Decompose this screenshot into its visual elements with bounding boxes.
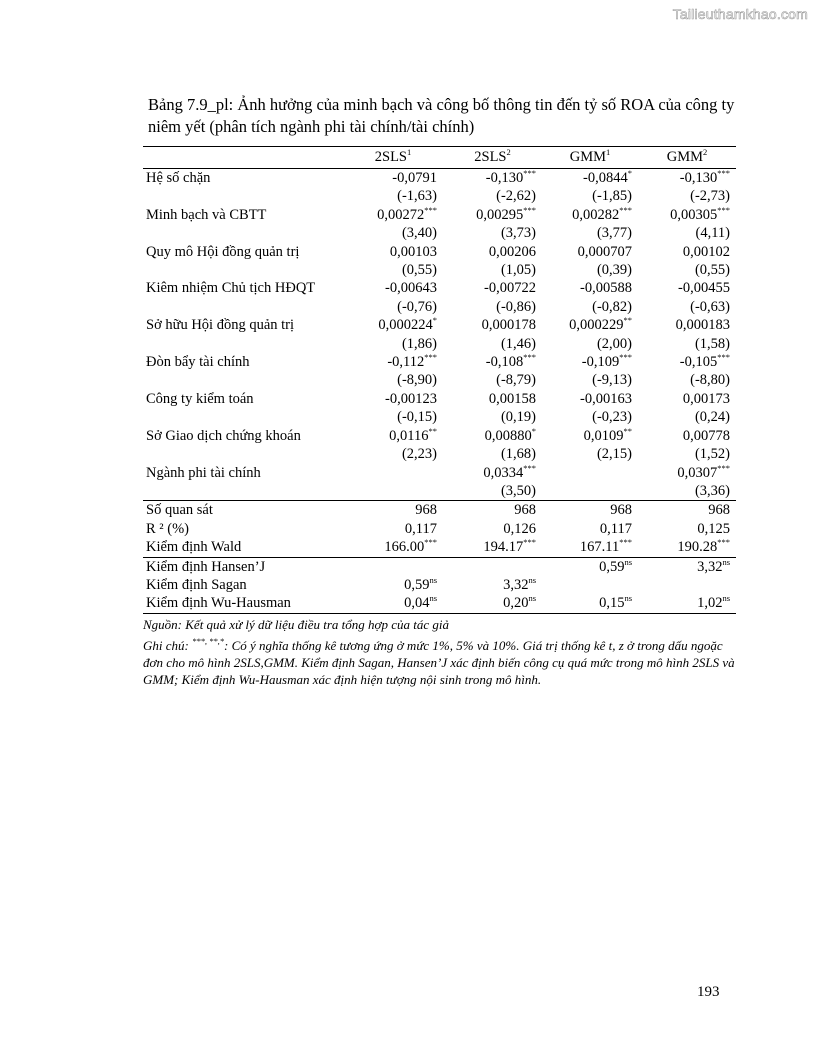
table-cell: 167.11*** — [579, 537, 632, 556]
table-cell: 0,00305*** — [670, 204, 730, 223]
table-cell: (-0,86) — [496, 298, 536, 315]
table-cell: (-0,63) — [690, 298, 730, 315]
table-cell: 0,0334*** — [483, 462, 536, 481]
table-cell: 0,117 — [404, 520, 437, 537]
table-cell: (-9,13) — [592, 372, 632, 389]
table-cell: -0,108*** — [485, 352, 536, 371]
table-cell: (0,24) — [694, 409, 730, 426]
table-cell: 0,000229** — [569, 315, 632, 334]
table-cell: -0,00455 — [678, 280, 730, 297]
row-label: Sở hữu Hội đồng quản trị — [146, 317, 295, 334]
table-cell: (-0,82) — [592, 298, 632, 315]
row-label: Sở Giao dịch chứng khoán — [146, 427, 301, 444]
table-cell: (-1,63) — [397, 188, 437, 205]
table-cell: $0,59^{ns}$ — [404, 574, 437, 593]
table-cell: -0,0844* — [583, 168, 632, 186]
table-cell — [542, 576, 638, 594]
table-cell: 0,0109** — [583, 425, 632, 444]
table-cell: (3,73) — [500, 225, 536, 242]
table-row — [143, 576, 736, 594]
row-label: Kiểm định Wald — [146, 539, 242, 556]
table-cell: 968 — [343, 501, 443, 520]
table-cell: (-0,15) — [397, 409, 437, 426]
table-cell: 0,125 — [697, 520, 730, 537]
table-cell: 0,00778 — [682, 427, 730, 444]
table-cell — [343, 464, 443, 482]
table-cell: 0,00282*** — [572, 204, 632, 223]
table-row — [143, 279, 736, 297]
table-cell: (2,23) — [401, 446, 437, 463]
table-cell: (1,52) — [694, 446, 730, 463]
table-row — [143, 464, 736, 482]
table-cell: (-0,76) — [397, 298, 437, 315]
table-cell: (3,50) — [500, 482, 536, 499]
table-row — [143, 353, 736, 371]
table-cell: (2,00) — [596, 335, 632, 352]
row-label: Công ty kiểm toán — [146, 390, 254, 407]
row-label — [143, 482, 343, 501]
table-cell: 0,0307*** — [677, 462, 730, 481]
table-cell: 0,00880* — [484, 425, 536, 444]
row-label — [143, 445, 343, 463]
row-label — [143, 224, 343, 242]
table-cell: -0,00123 — [385, 390, 437, 407]
table-cell: (1,86) — [401, 335, 437, 352]
table-cell: (-1,85) — [592, 188, 632, 205]
significance-note: Ghi chú: ***, **,*: Có ý nghĩa thống kê tương ứng ở mức 1%, 5% và 10%. Giá trị thống kê t, z ở trong dấu ngoặc đơn cho mô hình 2SLS,GMM. Kiểm định Sagan, Hansen’J xác định biến công cụ quá mức trong mô hình 2SLS và GMM; Kiểm định Wu-Hausman xác định hiện tượng nội sinh trong mô hình. — [143, 636, 735, 687]
table-row — [143, 482, 736, 501]
row-label: Kiểm định Sagan — [146, 576, 247, 593]
table-cell: $0,59^{ns}$ — [542, 557, 638, 576]
table-row — [143, 335, 736, 353]
table-row — [143, 408, 736, 426]
table-cell: 0,000183 — [675, 317, 730, 334]
table-cell — [542, 464, 638, 482]
table-cell: -0,109*** — [581, 352, 632, 371]
table-row — [143, 298, 736, 316]
table-cell: (-8,90) — [397, 372, 437, 389]
table-cell: (-8,79) — [496, 372, 536, 389]
table-cell: 968 — [542, 501, 638, 520]
table-cell: (1,58) — [694, 335, 730, 352]
row-label — [143, 261, 343, 279]
table-cell: -0,0791 — [392, 170, 437, 186]
table-cell: $3,32^{ns}$ — [638, 557, 736, 576]
table-row — [143, 501, 736, 520]
table-cell: 194.17*** — [483, 537, 536, 556]
table-cell: (3,40) — [401, 225, 437, 242]
page-number: 193 — [697, 984, 720, 1000]
table-header-row — [143, 147, 736, 169]
table-cell: 968 — [638, 501, 736, 520]
table-row — [143, 390, 736, 408]
table-cell: 0,126 — [503, 520, 536, 537]
table-row — [143, 557, 736, 576]
table-cell: -0,105*** — [679, 352, 730, 371]
table-row — [143, 520, 736, 538]
table-cell: 0,00295*** — [476, 204, 536, 223]
regression-table — [143, 146, 736, 614]
table-cell: (1,05) — [500, 262, 536, 279]
table-row — [143, 316, 736, 334]
table-cell — [542, 482, 638, 501]
table-cell: 0,000178 — [481, 317, 536, 334]
table-cell: (0,55) — [401, 262, 437, 279]
header-2sls-2: 2SLS$^2$ — [443, 147, 542, 169]
table-row — [143, 243, 736, 261]
row-label: Ngành phi tài chính — [146, 464, 261, 481]
watermark-text: Tailieuthamkhao.com — [672, 6, 808, 22]
row-label: Kiểm định Wu-Hausman — [143, 594, 343, 613]
header-blank-cell — [143, 147, 343, 169]
table-cell: 0,00173 — [682, 390, 730, 407]
row-label — [143, 371, 343, 389]
row-label: Kiểm định Hansen’J — [143, 557, 343, 576]
table-cell: -0,112*** — [387, 352, 437, 371]
table-cell: (0,19) — [500, 409, 536, 426]
table-cell: (3,36) — [694, 482, 730, 499]
table-cell — [343, 482, 443, 501]
row-label — [143, 187, 343, 205]
table-cell: 0,00158 — [488, 390, 536, 407]
table-notes — [143, 616, 743, 688]
table-cell: (4,11) — [695, 225, 730, 242]
table-cell — [638, 576, 736, 594]
table-row — [143, 445, 736, 463]
row-label — [143, 408, 343, 426]
table-row — [143, 371, 736, 389]
table-cell: (-0,23) — [592, 409, 632, 426]
table-cell: $0,20^{ns}$ — [443, 594, 542, 613]
row-label: Đòn bẩy tài chính — [146, 354, 250, 371]
table-cell: 0,000707 — [577, 243, 632, 260]
table-cell: -0,00722 — [484, 280, 536, 297]
table-cell: $0,04^{ns}$ — [343, 594, 443, 613]
table-cell: 190.28*** — [677, 537, 730, 556]
table-cell: (0,39) — [596, 262, 632, 279]
row-label: Quy mô Hội đồng quản trị — [146, 243, 300, 260]
header-gmm-1: GMM$^1$ — [542, 147, 638, 169]
row-label: R ² (%) — [146, 520, 190, 537]
table-cell: 0,00206 — [488, 243, 536, 260]
table-cell: (-8,80) — [690, 372, 730, 389]
table-cell: (1,46) — [500, 335, 536, 352]
table-cell: 0,000224* — [378, 315, 437, 334]
table-row — [143, 187, 736, 205]
table-row — [143, 169, 736, 188]
table-cell: 0,00102 — [682, 243, 730, 260]
table-cell: 166.00*** — [384, 537, 437, 556]
table-caption: Bảng 7.9_pl: Ảnh hưởng của minh bạch và công bố thông tin đến tỷ số ROA của công ty niêm yết (phân tích ngành phi tài chính/tài chính) — [148, 95, 735, 136]
row-label: Hệ số chặn — [146, 170, 211, 186]
table-cell: (2,15) — [596, 446, 632, 463]
table-cell — [343, 557, 443, 576]
table-cell: -0,00643 — [385, 280, 437, 297]
source-note: Nguồn: Kết quả xử lý dữ liệu điều tra tổng hợp của tác giả — [143, 617, 449, 632]
table-cell — [443, 557, 542, 576]
table-row — [143, 427, 736, 445]
table-cell: -0,130*** — [485, 168, 536, 186]
table-cell: (3,77) — [596, 225, 632, 242]
row-label: Kiêm nhiệm Chủ tịch HĐQT — [146, 280, 316, 297]
table-cell: -0,00588 — [580, 280, 632, 297]
table-row — [143, 538, 736, 557]
header-2sls-1: 2SLS$^1$ — [343, 147, 443, 169]
table-cell: $3,32^{ns}$ — [503, 574, 536, 593]
table-cell: -0,00163 — [580, 390, 632, 407]
table-row — [143, 206, 736, 224]
row-label — [143, 298, 343, 316]
table-cell: 0,117 — [599, 520, 632, 537]
table-row — [143, 594, 736, 613]
header-gmm-2: GMM$^2$ — [638, 147, 736, 169]
table-cell: $0,15^{ns}$ — [542, 594, 638, 613]
table-row — [143, 261, 736, 279]
table-cell: 0,00103 — [389, 243, 437, 260]
table-cell: (1,68) — [500, 446, 536, 463]
row-label: Số quan sát — [143, 501, 343, 520]
row-label — [143, 335, 343, 353]
table-cell: -0,130*** — [679, 168, 730, 186]
table-row — [143, 224, 736, 242]
table-cell: 0,0116** — [389, 425, 437, 444]
table-cell: $1,02^{ns}$ — [638, 594, 736, 613]
table-cell: (0,55) — [694, 262, 730, 279]
table-cell: (-2,73) — [690, 188, 730, 205]
table-cell: (-2,62) — [496, 188, 536, 205]
row-label: Minh bạch và CBTT — [146, 206, 267, 223]
table-cell: 0,00272*** — [377, 204, 437, 223]
table-cell: 968 — [443, 501, 542, 520]
